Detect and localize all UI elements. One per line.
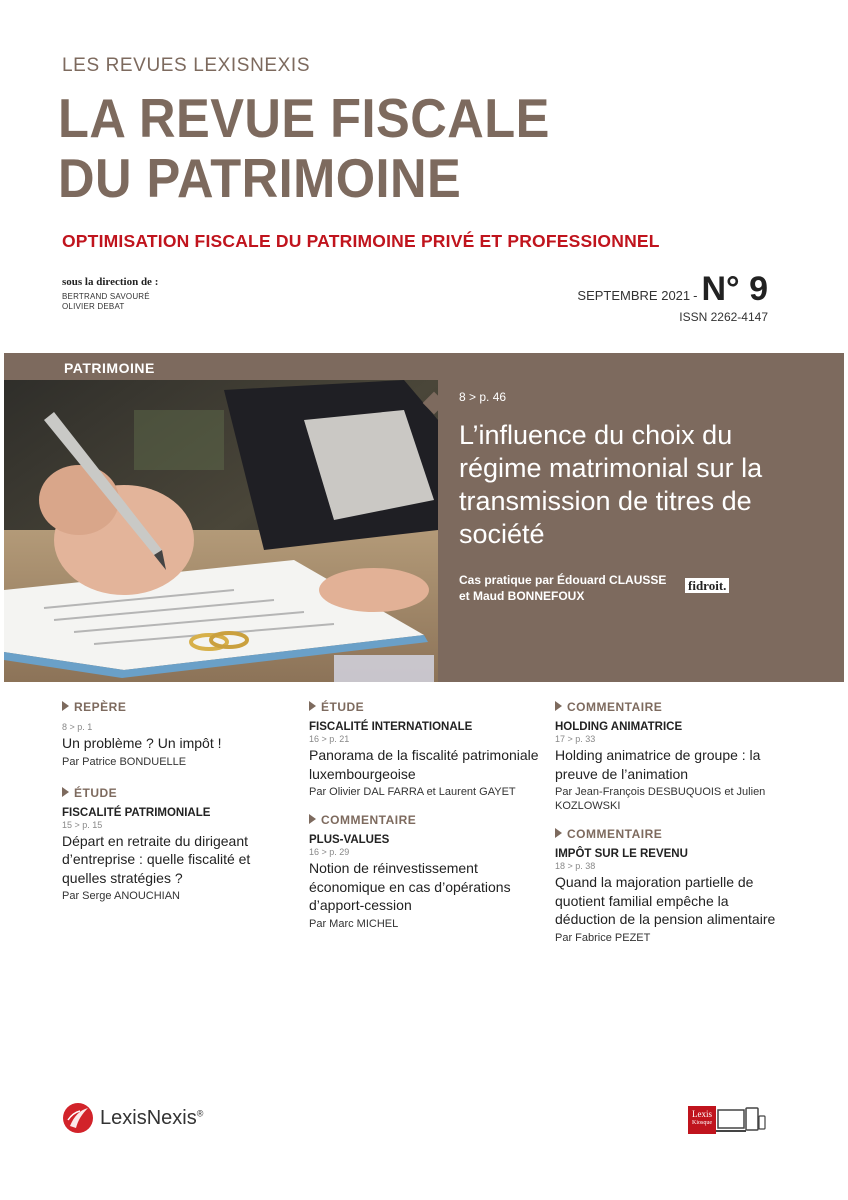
rubric-label: COMMENTAIRE — [309, 813, 544, 827]
issue-date: SEPTEMBRE 2021 — [577, 288, 691, 303]
triangle-icon — [62, 701, 69, 711]
director-name: BERTRAND SAVOURÉ — [62, 292, 150, 301]
fidroit-logo: fidroit. — [685, 578, 729, 593]
article-title[interactable]: Panorama de la fiscalité patrimoniale luxembourgeoise — [309, 747, 539, 782]
hero-headline[interactable]: L’influence du choix du régime matrimonial sur la transmission de titres de société — [459, 420, 763, 549]
direction-label: sous la direction de : — [62, 276, 159, 288]
toc-item[interactable] — [62, 786, 297, 904]
toc-item[interactable] — [555, 827, 790, 945]
toc-column-3 — [555, 700, 790, 962]
issn: ISSN 2262-4147 — [679, 310, 768, 324]
page-ref: 17 > p. 33 — [555, 734, 596, 744]
journal-title-line2: DU PATRIMOINE — [58, 147, 462, 209]
article-author: Par Serge ANOUCHIAN — [62, 890, 180, 902]
article-title[interactable]: Départ en retraite du dirigeant d’entreprise : quelle fiscalité et quelles stratégies ? — [62, 832, 251, 886]
article-author: Par Olivier DAL FARRA et Laurent GAYET — [309, 786, 516, 798]
page-ref: 18 > p. 38 — [555, 861, 596, 871]
director-name: OLIVIER DEBAT — [62, 302, 125, 311]
triangle-icon — [309, 701, 316, 711]
hero-ref: 8 > p. 46 — [459, 390, 507, 404]
triangle-icon — [555, 828, 562, 838]
hero-tag: PATRIMOINE — [64, 360, 155, 376]
rubric-label: COMMENTAIRE — [555, 700, 790, 714]
article-author: Par Patrice BONDUELLE — [62, 755, 187, 768]
section-label: FISCALITÉ PATRIMONIALE — [62, 806, 211, 819]
article-title[interactable]: Holding animatrice de groupe : la preuve de l’animation — [555, 747, 761, 782]
kiosque-logo: Lexis Kiosque — [688, 1106, 716, 1134]
triangle-icon — [555, 701, 562, 711]
page-ref: 8 > p. 1 — [62, 722, 93, 732]
signing-document-photo — [4, 380, 438, 682]
article-title[interactable]: Notion de réinvestissement économique en cas d’opérations d’apport-cession — [309, 860, 511, 913]
section-label: IMPÔT SUR LE REVENU — [555, 848, 688, 860]
article-author: Par Jean-François DESBUQUOIS et Julien KOZLOWSKI — [555, 786, 766, 812]
toc-item[interactable] — [309, 700, 544, 799]
hero-byline-line1: Cas pratique par Édouard CLAUSSE — [459, 573, 667, 587]
hero-photo — [4, 380, 438, 682]
section-label: PLUS-VALUES — [309, 834, 390, 846]
article-author: Par Marc MICHEL — [309, 917, 399, 930]
rubric-label: REPÈRE — [62, 700, 297, 714]
toc-item[interactable] — [555, 700, 790, 813]
lexisnexis-wordmark: LexisNexis® — [100, 1106, 204, 1129]
section-label: HOLDING ANIMATRICE — [555, 721, 683, 733]
hero-byline-line2: et Maud BONNEFOUX — [459, 589, 585, 603]
devices-icon — [716, 1104, 766, 1134]
rubric-label: COMMENTAIRE — [555, 827, 790, 841]
lexis-kiosque-badge[interactable] — [688, 1104, 766, 1134]
issue-info — [577, 270, 768, 309]
hero-byline — [459, 572, 679, 604]
section-label: FISCALITÉ INTERNATIONALE — [309, 721, 473, 733]
issue-dash: - — [693, 288, 698, 303]
article-title[interactable]: Un problème ? Un impôt ! — [62, 735, 222, 751]
page-ref: 15 > p. 15 — [62, 819, 103, 830]
toc-item[interactable] — [62, 700, 297, 769]
toc-item[interactable] — [309, 813, 544, 931]
triangle-icon — [62, 787, 69, 797]
lexisnexis-logo — [62, 1102, 203, 1134]
article-author: Par Fabrice PEZET — [555, 931, 651, 944]
journal-title — [58, 88, 550, 208]
lexisnexis-emblem-icon — [62, 1102, 94, 1134]
rubric-label: ÉTUDE — [309, 700, 544, 714]
toc-column-1 — [62, 700, 297, 920]
journal-title-line1: LA REVUE FISCALE — [58, 87, 550, 149]
toc-column-2 — [309, 700, 544, 948]
rubric-label: ÉTUDE — [62, 786, 297, 800]
triangle-icon — [309, 814, 316, 824]
page-ref: 16 > p. 21 — [309, 734, 350, 744]
page-ref: 16 > p. 29 — [309, 847, 350, 857]
article-title[interactable]: Quand la majoration partielle de quotient familial empêche la déduction de la pension alimentaire — [555, 874, 776, 927]
hero-feature[interactable] — [4, 353, 844, 682]
journal-subtitle: OPTIMISATION FISCALE DU PATRIMOINE PRIVÉ ET PROFESSIONNEL — [62, 231, 660, 251]
series-name: LES REVUES LEXISNEXIS — [62, 55, 311, 76]
issue-number: N° 9 — [701, 270, 768, 308]
